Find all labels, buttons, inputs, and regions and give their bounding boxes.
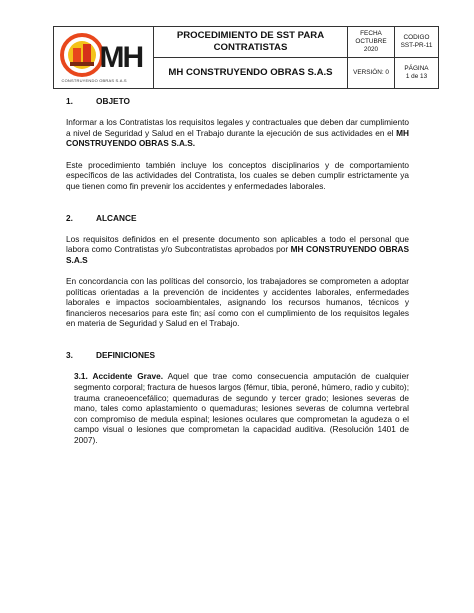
document-title: PROCEDIMIENTO DE SST PARA CONTRATISTAS	[154, 27, 348, 58]
logo-subtext: CONSTRUYENDO OBRAS S.A.S	[61, 77, 127, 83]
pagina-cell	[395, 58, 439, 89]
company-name-bold: MH CONSTRUYENDO OBRAS S.A.S.	[66, 127, 409, 149]
pagina-value: 1 de 13	[405, 73, 428, 80]
paragraph-text: Los requisitos definidos en el presente documento son aplicables a todo el personal que labora como Contratistas y/o Subcontratistas aprobados por	[66, 233, 409, 255]
section-heading-definiciones	[66, 350, 409, 361]
section-heading-objeto	[66, 96, 409, 107]
paragraph: Este procedimiento también incluye los conceptos disciplinarios y de comportamiento específicos de las actividades del Contratista, los cuales se deben cumplir estrictamente ya que tienen como fin prevenir los accidentes y enfermedades laborales.	[66, 159, 409, 191]
section-title: OBJETO	[96, 96, 130, 106]
definition-term: 3.1. Accidente Grave.	[74, 371, 164, 382]
document-header	[53, 26, 439, 89]
company-logo	[56, 28, 152, 88]
version-label: VERSIÓN: 0	[353, 69, 389, 76]
section-title: ALCANCE	[96, 212, 137, 223]
logo-cell	[54, 27, 154, 89]
logo-text: MH	[99, 40, 143, 74]
codigo-label: CODIGO	[403, 34, 430, 41]
paragraph-text: Informar a los Contratistas los requisitos legales y contractuales que deben dar cumplimiento a nivel de Seguridad y Salud en el Trabajo durante la ejecución de sus actividades en el	[66, 117, 409, 138]
definition-paragraph	[74, 371, 409, 445]
paragraph: En concordancia con las políticas del consorcio, los trabajadores se comprometen a adoptar políticas orientadas a la prevención de incidentes y accidentes laborales, enfermedades laborales e impactos socioambientales, asignando los recursos humanos, técnicos y financieros necesarios para este fin; así como con el cumplimiento de los requisitos legales en materia de Seguridad y Salud en el Trabajo.	[66, 276, 409, 329]
document-body	[66, 96, 409, 446]
fecha-value-month: OCTUBRE	[355, 38, 387, 45]
section-number: 1.	[66, 96, 73, 106]
paragraph	[66, 234, 409, 266]
company-name-bold: MH CONSTRUYENDO OBRAS S.A.S	[66, 244, 409, 265]
codigo-cell	[395, 27, 439, 58]
company-name: MH CONSTRUYENDO OBRAS S.A.S	[154, 58, 348, 89]
logo-emblem-icon	[60, 32, 104, 78]
version-cell	[348, 58, 395, 89]
section-title: DEFINICIONES	[96, 350, 156, 361]
fecha-label: FECHA	[360, 30, 382, 37]
definition-text: Aquel que trae como consecuencia amputación de cualquier segmento corporal; fractura de huesos largos (fémur, tibia, peroné, húmero, radio y cubito); trauma craneoencefálico; quemaduras de segundo y tercer grado; lesiones severas de mano, tales como aplastamiento o quemaduras; lesiones severas de columna vertebral con compromiso de medula espinal; lesiones oculares que comprometan la agudeza o el campo visual o lesiones que comprometan la capacidad auditiva. (Resolución 1401 de 2007).	[74, 371, 409, 445]
section-heading-alcance	[66, 213, 409, 224]
codigo-value: SST-PR-11	[400, 42, 433, 49]
section-number: 3.	[66, 350, 73, 361]
paragraph	[66, 117, 409, 149]
pagina-label: PÁGINA	[404, 65, 429, 72]
fecha-cell	[348, 27, 395, 58]
fecha-value-year: 2020	[363, 46, 379, 53]
section-number: 2.	[66, 212, 73, 223]
